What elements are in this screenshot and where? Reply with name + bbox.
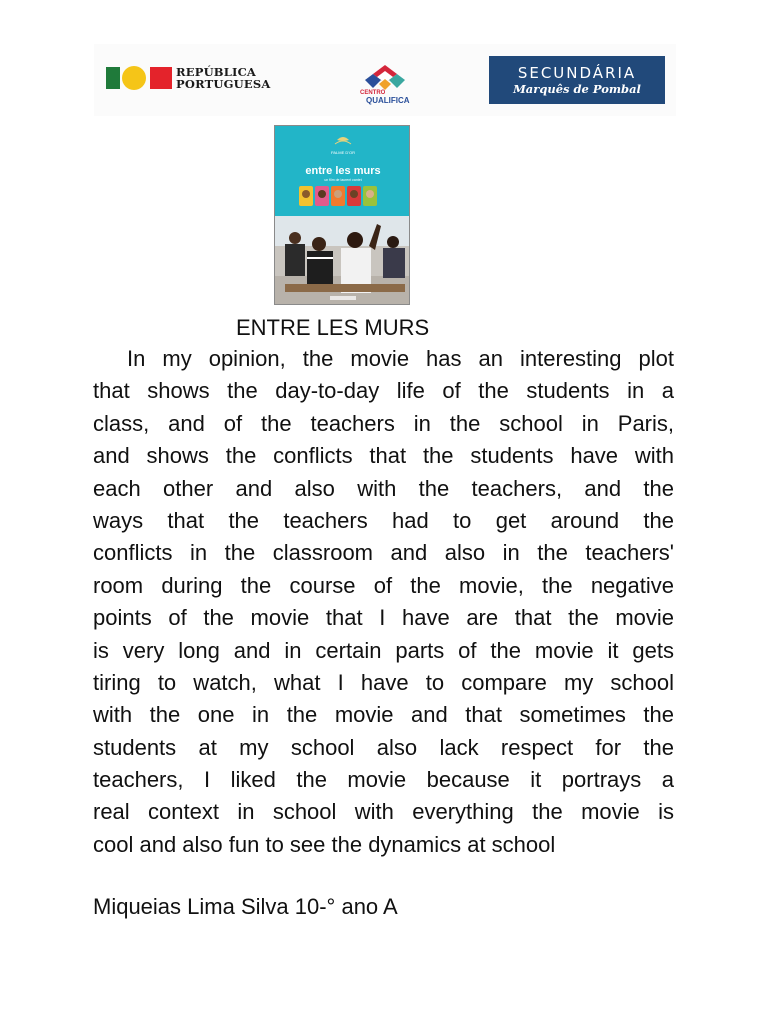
paragraph-line: and shows the conflicts that the students have with <box>93 443 674 469</box>
centro-qualifica-logo <box>350 64 420 108</box>
paragraph-line: tiring to watch, what I have to compare my school <box>93 669 674 695</box>
poster-subtitle: un film de laurent cantet <box>324 178 362 182</box>
paragraph-line: each other and also with the teachers, and the <box>93 475 674 501</box>
republica-portuguesa-logo <box>106 66 276 94</box>
flag-green-bar <box>106 67 120 89</box>
paragraph-line: In my opinion, the movie has an interesting plot <box>93 346 674 371</box>
centro-logo-line2: QUALIFICA <box>366 96 410 105</box>
paragraph-line: room during the course of the movie, the negative <box>93 572 674 598</box>
paragraph-line: cool and also fun to see the dynamics at school <box>93 831 556 857</box>
secundaria-marques-de-pombal-logo <box>489 56 665 104</box>
republica-logo-text <box>176 66 270 90</box>
paragraph-line: class, and of the teachers in the school in Paris, <box>93 410 674 436</box>
poster-classroom-photo <box>275 216 410 305</box>
paragraph-line: teachers, I liked the movie because it portrays a <box>93 767 674 793</box>
republica-logo-line2: PORTUGUESA <box>176 77 271 91</box>
review-paragraph <box>93 343 674 861</box>
paragraph-line: is very long and in certain parts of the movie it gets <box>93 637 674 663</box>
centro-logo-line1: CENTRO <box>360 90 386 96</box>
paragraph-line: ways that the teachers had to get around the <box>93 507 674 533</box>
paragraph-line: points of the movie that I have are that the movie <box>93 605 674 631</box>
poster-illustration <box>275 126 410 305</box>
school-logo-title: SECUNDÁRIA <box>517 64 637 82</box>
author-signature: Miqueias Lima Silva 10-° ano A <box>93 894 398 919</box>
paragraph-line: with the one in the movie and that sometimes the <box>93 702 674 728</box>
poster-award: PALME D'OR <box>330 150 356 155</box>
qualifica-diamond-icon <box>364 64 406 92</box>
paragraph-line: conflicts in the classroom and also in the teachers' <box>93 540 674 566</box>
movie-poster-image <box>274 125 410 305</box>
poster-title: entre les murs <box>305 165 381 177</box>
republica-logo-line1: REPÚBLICA <box>176 65 257 79</box>
paragraph-line: that shows the day-to-day life of the students in a <box>93 378 674 404</box>
paragraph-line: students at my school also lack respect for the <box>93 734 674 760</box>
poster-portraits <box>299 186 377 206</box>
flag-yellow-circle <box>122 66 146 90</box>
paragraph-line: real context in school with everything the movie is <box>93 799 674 825</box>
header-logos <box>94 44 676 116</box>
flag-red-square <box>150 67 172 89</box>
document-title: ENTRE LES MURS <box>236 315 430 340</box>
school-logo-subtitle: Marquês de Pombal <box>513 82 641 96</box>
